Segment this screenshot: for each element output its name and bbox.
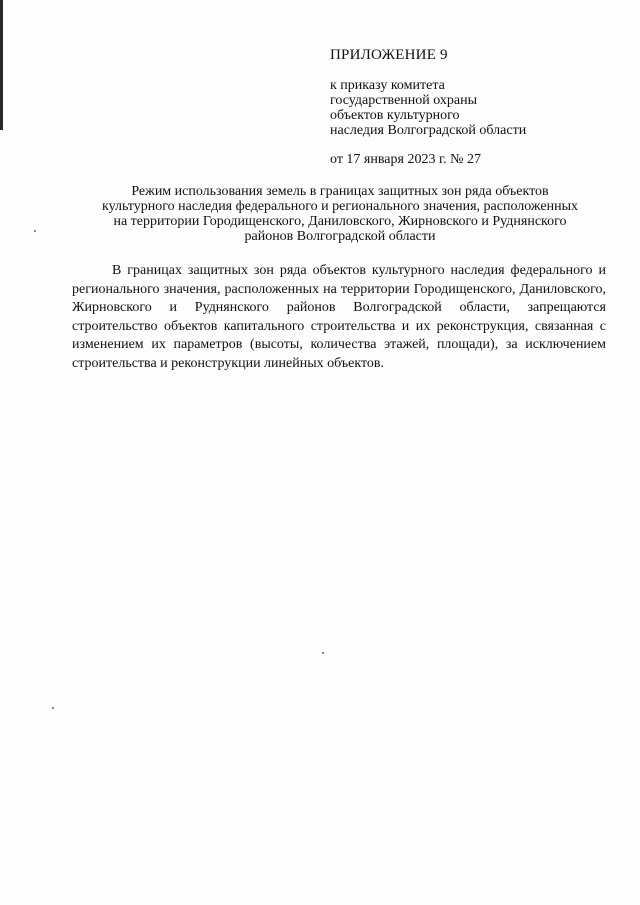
order-reference-line: наследия Волгоградской области bbox=[330, 123, 527, 138]
order-date: от 17 января 2023 г. № 27 bbox=[330, 152, 481, 167]
title-line: культурного наследия федерального и регионального значения, расположенных bbox=[101, 199, 578, 214]
scan-speck bbox=[52, 707, 54, 709]
order-reference-line: объектов культурного bbox=[330, 108, 460, 123]
order-reference-line: государственной охраны bbox=[330, 93, 478, 108]
order-reference-line: к приказу комитета bbox=[330, 78, 445, 93]
scan-edge-mark bbox=[0, 0, 3, 130]
scan-speck bbox=[322, 652, 324, 654]
title-line: Режим использования земель в границах защитных зон ряда объектов bbox=[131, 184, 549, 199]
scan-speck bbox=[34, 230, 36, 232]
body-paragraph: В границах защитных зон ряда объектов культурного наследия федерального и регионального значения, расположенных на территории Городищенского, Даниловского, Жирновского и Руднянского районов Волгоградской области, запрещаются строительство объектов капитального строительства и их реконструкция, связанная с изменением их параметров (высоты, количества этажей, площади), за исключением строительства и реконструкции линейных объектов. bbox=[72, 263, 606, 371]
appendix-number: ПРИЛОЖЕНИЕ 9 bbox=[330, 47, 448, 63]
title-line: на территории Городищенского, Даниловского, Жирновского и Руднянского bbox=[113, 214, 567, 229]
appendix-header bbox=[330, 46, 620, 168]
document-title bbox=[70, 184, 610, 244]
title-line: районов Волгоградской области bbox=[244, 229, 436, 244]
